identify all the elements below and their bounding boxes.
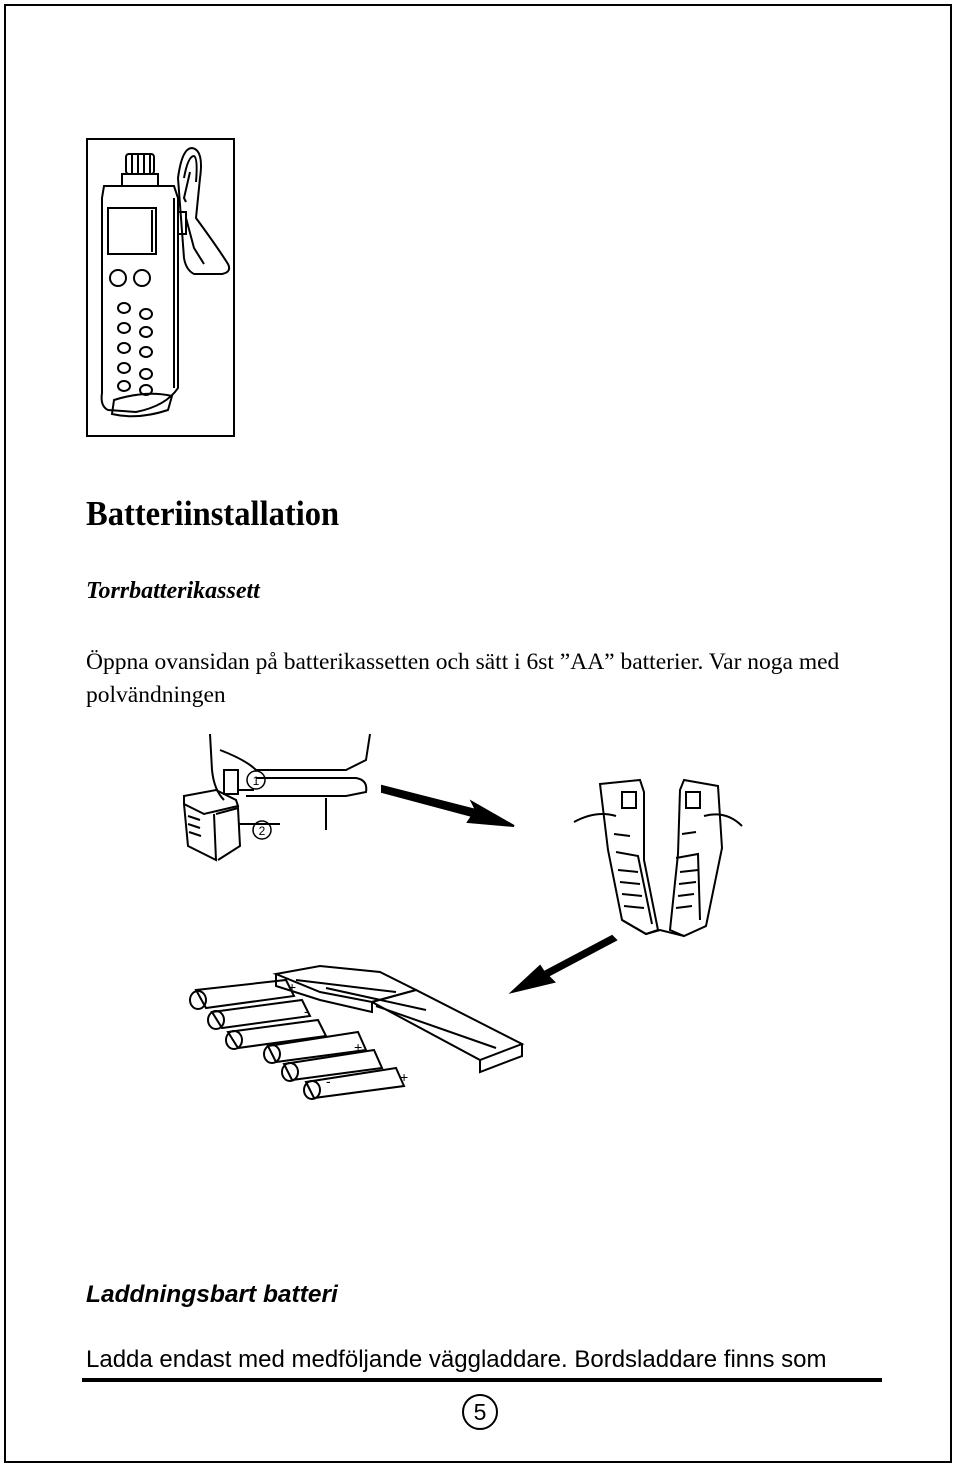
callout-2: 2 [258, 824, 266, 838]
charging-paragraph: Ladda endast med medföljande väggladdare. Bordsladdare finns som [86, 1346, 827, 1373]
polarity-plus-mark: + [354, 1039, 363, 1055]
radio-illustration [86, 138, 235, 437]
polarity-plus-mark: + [288, 979, 297, 995]
callout-1: 1 [252, 774, 260, 788]
polarity-plus-mark: + [400, 1069, 409, 1085]
polarity-minus-mark: - [304, 1003, 309, 1019]
footer-rule [82, 1378, 882, 1382]
page-number: 5 [462, 1394, 498, 1430]
polarity-minus-mark: - [326, 1073, 331, 1089]
battery-cassette-illustration [176, 730, 756, 1100]
page-title: Batteriinstallation [86, 494, 340, 533]
section-subheading-dry-battery: Torrbatterikassett [86, 578, 260, 604]
section-subheading-rechargeable-battery: Laddningsbart batteri [86, 1281, 338, 1308]
instruction-paragraph: Öppna ovansidan på batterikassetten och sätt i 6st ”AA” batterier. Var noga med polvändningen [86, 649, 840, 708]
